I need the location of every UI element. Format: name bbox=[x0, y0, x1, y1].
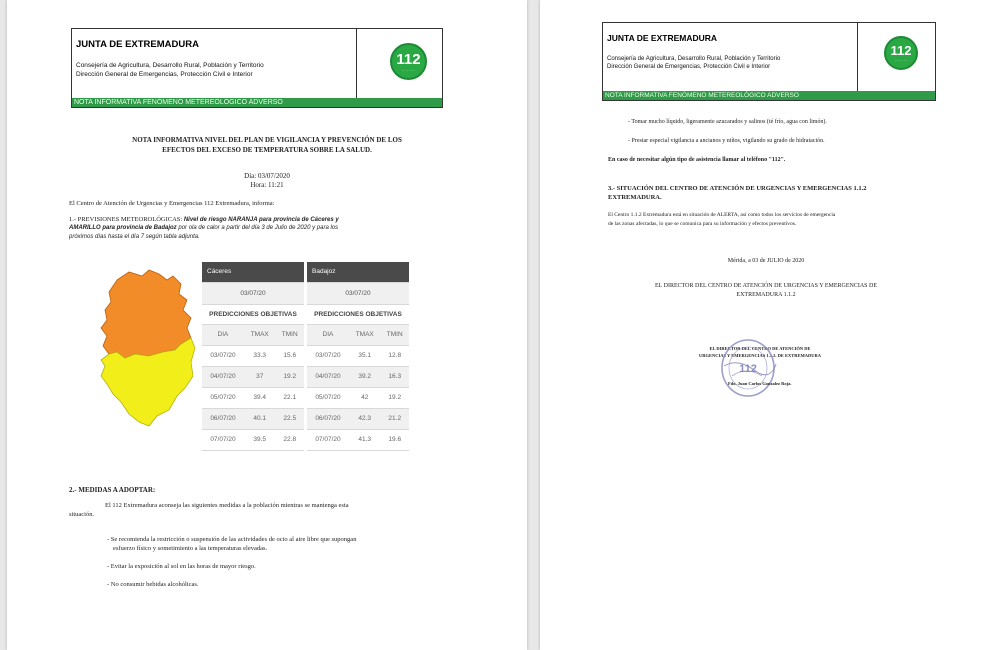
extremadura-risk-map bbox=[87, 266, 199, 430]
section-2-heading: 2.- MEDIDAS A ADOPTAR: bbox=[69, 486, 156, 494]
table-row: 05/07/20 39.4 22.1 bbox=[202, 387, 304, 408]
col-tmax-header: TMAX bbox=[349, 324, 381, 345]
section-1-line-3: próximos días hasta el día 7 según tabla adjunta. bbox=[69, 234, 200, 240]
logo-112-icon: 112 · · · · · · bbox=[884, 36, 918, 70]
document-hour: Hora: 11:21 bbox=[250, 181, 284, 189]
caceres-pred-label: PREDICCIONES OBJETIVAS bbox=[202, 304, 304, 324]
department-line-1: Consejería de Agricultura, Desarrollo Rural, Población y Territorio bbox=[607, 56, 781, 62]
caceres-forecast-table bbox=[202, 262, 304, 451]
signature-title-line-1: EL DIRECTOR DEL CENTRO DE ATENCIÓN DE bbox=[709, 346, 811, 351]
document-title-line-1: NOTA INFORMATIVA NIVEL DEL PLAN DE VIGILANCIA Y PREVENCIÓN DE LOS bbox=[132, 136, 402, 144]
col-tmax-header: TMAX bbox=[244, 324, 276, 345]
header-divider bbox=[857, 23, 858, 93]
col-day-header: DIA bbox=[202, 324, 244, 345]
badajoz-pred-label: PREDICCIONES OBJETIVAS bbox=[307, 304, 409, 324]
signature-title-line-2: URGENCIAS Y EMERGENCIAS 1.1.2. DE EXTREMADURA bbox=[699, 353, 821, 358]
header-divider bbox=[356, 29, 357, 99]
section-1-line-2: AMARILLO para provincia de Badajoz por ola de calor a partir del día 3 de Julio de 2020 y para los bbox=[69, 225, 339, 231]
org-name: JUNTA DE EXTREMADURA bbox=[76, 39, 199, 50]
document-day: Día: 03/07/2020 bbox=[244, 172, 290, 180]
table-row: 07/07/20 39.5 22.8 bbox=[202, 429, 304, 450]
document-page-2 bbox=[540, 0, 992, 650]
caceres-table-date: 03/07/20 bbox=[202, 282, 304, 304]
measure-3: - No consumir bebidas alcohólicas. bbox=[107, 581, 199, 588]
department-line-2: Dirección General de Emergencias, Protección Civil e Interior bbox=[76, 71, 253, 78]
document-title-line-2: EFECTOS DEL EXCESO DE TEMPERATURA SOBRE LA SALUD. bbox=[162, 146, 372, 154]
org-name: JUNTA DE EXTREMADURA bbox=[607, 33, 718, 43]
caceres-region bbox=[101, 270, 191, 358]
logo-112-icon: 112 · · · · · · bbox=[390, 43, 427, 80]
badajoz-table-date: 03/07/20 bbox=[307, 282, 409, 304]
signatory-name: Fdo. Juan Carlos Gonzalez Roja. bbox=[728, 381, 792, 386]
table-row: 03/07/20 33.3 15.6 bbox=[202, 345, 304, 366]
table-row: 04/07/20 39.2 16.3 bbox=[307, 366, 409, 387]
table-row: 06/07/20 42.3 21.2 bbox=[307, 408, 409, 429]
director-title-line-1: EL DIRECTOR DEL CENTRO DE ATENCIÓN DE URGENCIAS Y EMERGENCIAS DE bbox=[655, 283, 877, 289]
measure-1-line-1: - Se recomienda la restricción o suspensión de las actividades de ocio al aire libre que supongan bbox=[107, 536, 357, 543]
measure-1-line-2: esfuerzo físico y sometimiento a las temperaturas elevadas. bbox=[113, 545, 268, 552]
risk-orange-text: Nivel de riesgo NARANJA para provincia de Cáceres y bbox=[183, 217, 339, 223]
table-row: 04/07/20 37 19.2 bbox=[202, 366, 304, 387]
place-and-date: Mérida, a 03 de JULIO de 2020 bbox=[727, 258, 805, 264]
document-page-1 bbox=[7, 0, 527, 650]
section-3-heading-line-2: EXTREMADURA. bbox=[608, 194, 662, 201]
section-1-heading: 1.- PREVISIONES METEOROLÓGICAS: bbox=[69, 216, 183, 223]
caceres-table-title: Cáceres bbox=[202, 262, 304, 282]
section-2-text-line-1: El 112 Extremadura aconseja las siguientes medidas a la población mientras se mantenga esta bbox=[105, 502, 349, 509]
intro-text: El Centro de Atención de Urgencias y Emergencias 112 Extremadura, informa: bbox=[69, 200, 275, 207]
col-day-header: DIA bbox=[307, 324, 349, 345]
col-tmin-header: TMIN bbox=[276, 324, 305, 345]
table-row: 06/07/20 40.1 22.5 bbox=[202, 408, 304, 429]
emergency-call-note: En caso de necesitar algún tipo de asistencia llamar al teléfono "112". bbox=[608, 157, 786, 163]
department-line-2: Dirección General de Emergencias, Protección Civil e Interior bbox=[607, 64, 771, 70]
section-3-heading-line-1: 3.- SITUACIÓN DEL CENTRO DE ATENCIÓN DE URGENCIAS Y EMERGENCIAS 1.1.2 bbox=[608, 185, 867, 192]
measure-4: - Tomar mucho líquido, ligeramente azucarados y salinos (té frío, agua con limón). bbox=[628, 119, 827, 125]
department-line-1: Consejería de Agricultura, Desarrollo Rural, Población y Territorio bbox=[76, 62, 264, 69]
header-band: NOTA INFORMATIVA FENÓMENO METEREOLÓGICO ADVERSO bbox=[603, 91, 935, 100]
measure-2: - Evitar la exposición al sol en las horas de mayor riesgo. bbox=[107, 563, 256, 570]
svg-text:112: 112 bbox=[739, 363, 757, 375]
section-1-line-1 bbox=[69, 216, 339, 223]
director-title-line-2: EXTREMADURA 1.1.2 bbox=[736, 292, 796, 298]
letterhead bbox=[71, 28, 443, 108]
table-row: 07/07/20 41.3 19.6 bbox=[307, 429, 409, 450]
section-3-text-line-1: El Centro 1.1.2 Extremadura está en situación de ALERTA, así como todos los servicios de emergencia bbox=[608, 212, 836, 218]
letterhead bbox=[602, 22, 936, 101]
risk-yellow-text: AMARILLO para provincia de Badajoz bbox=[69, 225, 177, 231]
badajoz-forecast-table bbox=[307, 262, 409, 451]
header-band: NOTA INFORMATIVA FENÓMENO METEREOLÓGICO ADVERSO bbox=[72, 98, 442, 107]
section-3-text-line-2: de las zonas afectadas, lo que se comunica para su información y efectos preventivos. bbox=[608, 221, 797, 227]
badajoz-table-title: Badajoz bbox=[307, 262, 409, 282]
measure-5: - Prestar especial vigilancia a ancianos y niños, vigilando su grado de hidratación. bbox=[628, 138, 825, 144]
col-tmin-header: TMIN bbox=[381, 324, 410, 345]
table-row: 05/07/20 42 19.2 bbox=[307, 387, 409, 408]
table-row: 03/07/20 35.1 12.8 bbox=[307, 345, 409, 366]
official-stamp bbox=[718, 336, 778, 400]
section-2-text-line-2: situación. bbox=[69, 511, 95, 518]
